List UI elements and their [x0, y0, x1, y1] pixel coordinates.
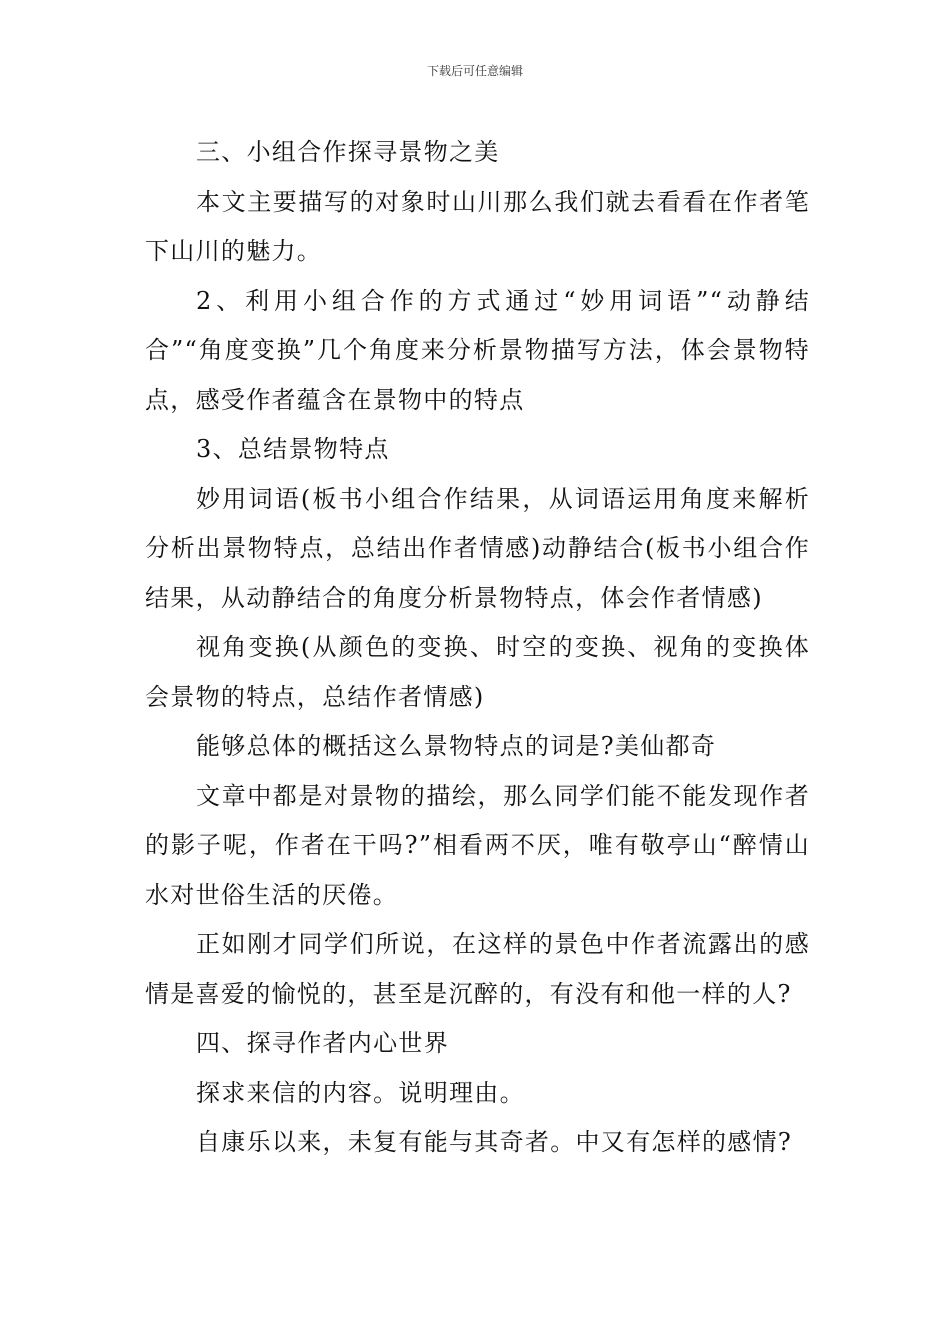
paragraph: 文章中都是对景物的描绘，那么同学们能不能发现作者的影子呢，作者在干吗?”相看两不厌，唯有敬亭山“醉情山水对世俗生活的厌倦。	[145, 781, 810, 909]
paragraph: 探求来信的内容。说明理由。	[196, 1078, 525, 1107]
paragraph: 正如刚才同学们所说，在这样的景色中作者流露出的感情是喜爱的愉悦的，甚至是沉醉的，有没有和他一样的人?	[145, 930, 810, 1008]
paragraph: 能够总体的概括这么景物特点的词是?美仙都奇	[196, 732, 717, 760]
section-heading-4: 四、探寻作者内心世界	[196, 1029, 449, 1057]
paragraph: 自康乐以来，未复有能与其奇者。中又有怎样的感情?	[196, 1128, 793, 1156]
paragraph: 3、总结景物特点	[196, 435, 390, 463]
section-heading-3: 三、小组合作探寻景物之美	[196, 138, 500, 166]
paragraph: 本文主要描写的对象时山川那么我们就去看看在作者笔下山川的魅力。	[145, 187, 810, 265]
page-header: 下载后可任意编辑	[426, 64, 523, 78]
paragraph: 妙用词语(板书小组合作结果，从词语运用角度来解析分析出景物特点，总结出作者情感)动静结合(板书小组合作结果，从动静结合的角度分析景物特点，体会作者情感)	[145, 484, 810, 612]
paragraph: 2、利用小组合作的方式通过“妙用词语”“动静结合”“角度变换”几个角度来分析景物描写方法，体会景物特点，感受作者蕴含在景物中的特点	[145, 286, 810, 414]
paragraph: 视角变换(从颜色的变换、时空的变换、视角的变换体会景物的特点，总结作者情感)	[145, 633, 810, 711]
document-body	[145, 128, 810, 1168]
